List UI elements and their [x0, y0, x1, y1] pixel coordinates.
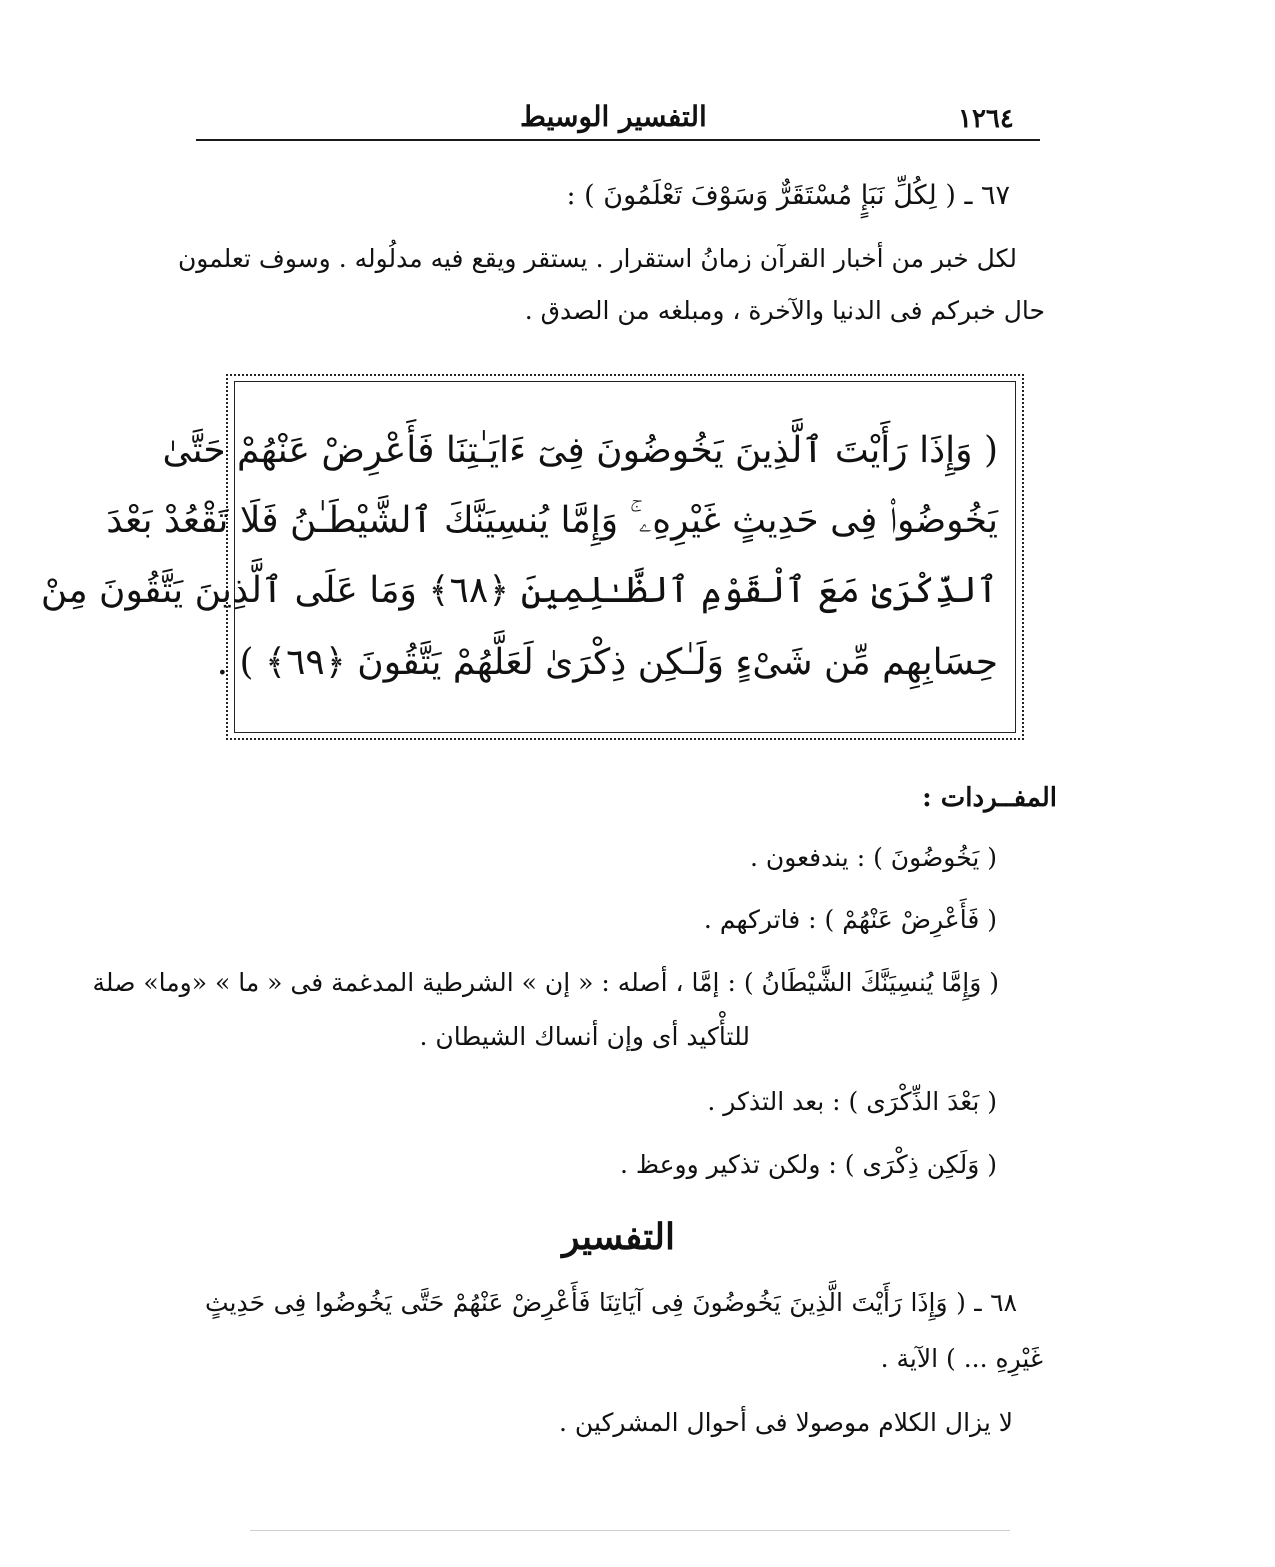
verse67-line2: حال خبركم فى الدنيا والآخرة ، ومبلغه من الصدق . [524, 296, 1045, 325]
quran-line-2: يَخُوضُوا۟ فِى حَدِيثٍ غَيْرِهِۦ ۚ وَإِمَّا يُنسِيَنَّكَ ٱلشَّيْطَـٰنُ فَلَا تَقْعُدْ بَعْدَ [106, 500, 998, 541]
verse67-line1: لكل خبر من أخبار القرآن زمانُ استقرار . يستقر ويقع فيه مدلُوله . وسوف تعلمون [177, 244, 1017, 273]
quran-line-3: ٱلذِّكْرَىٰ مَعَ ٱلْقَوْمِ ٱلظَّـٰلِمِينَ ﴿٦٨﴾ وَمَا عَلَى ٱلَّذِينَ يَتَّقُونَ مِنْ [40, 570, 998, 611]
tafsir-line1: ٦٨ ـ ( وَإِذَا رَأَيْتَ الَّذِينَ يَخُوضُونَ فِى آيَاتِنَا فَأَعْرِضْ عَنْهُمْ حَتَّى يَخُوضُوا فِى حَدِيثٍ [205, 1288, 1017, 1317]
section-heading: التفسير [562, 1216, 675, 1258]
vocab-item: ( فَأَعْرِضْ عَنْهُمْ ) : فاتركهم . [703, 905, 997, 934]
vocab-item-continuation: للتأْكيد أى وإن أنساك الشيطان . [419, 1022, 750, 1051]
quran-line-1: ( وَإِذَا رَأَيْتَ ٱلَّذِينَ يَخُوضُونَ فِىٓ ءَايَـٰتِنَا فَأَعْرِضْ عَنْهُمْ حَتَّىٰ [162, 430, 998, 471]
running-title: التفسير الوسيط [520, 100, 707, 133]
verse67-heading: ٦٧ ـ ( لِكُلِّ نَبَإٍ مُسْتَقَرٌّ وَسَوْفَ تَعْلَمُونَ ) : [566, 180, 1010, 211]
quran-line-4: حِسَابِهِم مِّن شَىْءٍ وَلَـٰكِن ذِكْرَىٰ لَعَلَّهُمْ يَتَّقُونَ ﴿٦٩﴾ ) . [216, 642, 998, 683]
vocab-heading: المفــردات : [922, 783, 1057, 813]
vocab-item: ( بَعْدَ الذِّكْرَى ) : بعد التذكر . [707, 1087, 997, 1116]
footer-rule [250, 1530, 1010, 1531]
vocab-item: ( وَلَكِن ذِكْرَى ) : ولكن تذكير ووعظ . [619, 1150, 997, 1179]
tafsir-line2: غَيْرِهِ ... ) الآية . [880, 1344, 1043, 1373]
vocab-item: ( يَخُوضُونَ ) : يندفعون . [749, 843, 997, 872]
page-number: ١٢٦٤ [958, 104, 1014, 134]
tafsir-line3: لا يزال الكلام موصولا فى أحوال المشركين . [559, 1408, 1013, 1437]
header-rule [196, 139, 1040, 141]
vocab-item: ( وَإِمَّا يُنسِيَنَّكَ الشَّيْطَانُ ) : إمَّا ، أصله : « إن » الشرطية المدغمة فى « ما » «وما» صلة [92, 968, 999, 997]
